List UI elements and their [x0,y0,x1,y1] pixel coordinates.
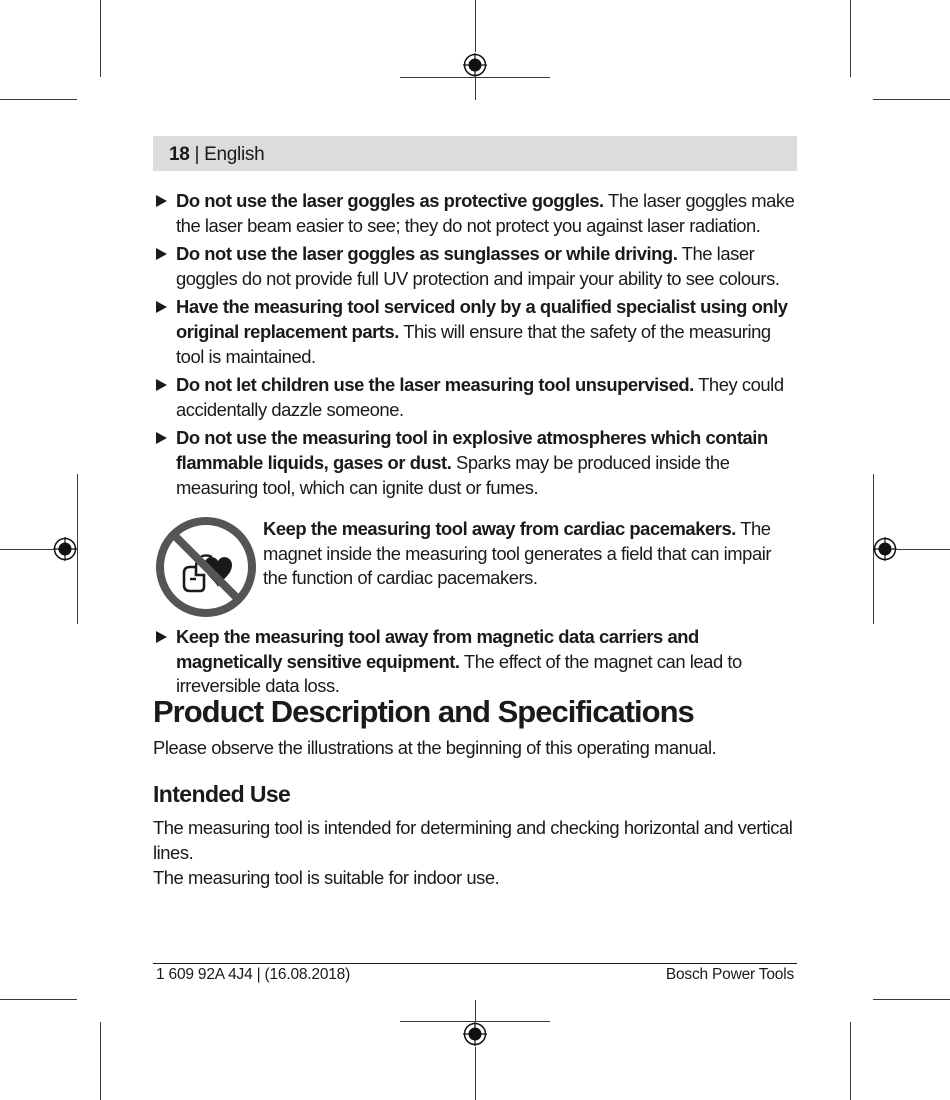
crop-mark [0,99,77,100]
registration-mark-icon [463,1022,487,1046]
bullet-text: They could accidentally dazzle someone. [176,374,784,420]
subsection-title: Intended Use [153,781,291,807]
registration-line [475,1047,476,1100]
page-number: 18 [169,144,190,165]
registration-mark-icon [873,537,897,561]
footer-doc-id: 1 609 92A 4J4 | (16.08.2018) [156,966,351,983]
section-intro: Please observe the illustrations at the beginning of this operating manual. [153,737,717,758]
pacemaker-bold: Keep the measuring tool away from cardiac pacemakers. [263,518,736,540]
bullet-triangle-icon [156,195,167,207]
crop-mark [100,1022,101,1100]
crop-mark [850,1022,851,1100]
registration-mark-icon [53,537,77,561]
crop-mark [100,0,101,77]
crop-mark [873,99,950,100]
bullet-bold: Keep the measuring tool away from magnetic data carriers and magnetically sensitive equipment. [176,626,699,672]
registration-line [77,474,78,624]
section-title: Product Description and Specifications [153,694,694,729]
safety-bullet [153,242,798,291]
no-pacemaker-sign-icon [156,517,256,617]
bullet-triangle-icon [156,301,167,313]
footer-brand: Bosch Power Tools [665,966,794,983]
safety-bullet [153,295,798,369]
bullet-triangle-icon [156,631,167,643]
crop-mark [0,999,77,1000]
crop-mark [873,999,950,1000]
registration-line [475,78,476,100]
bullet-bold: Do not use the laser goggles as protective goggles. [176,190,604,211]
registration-line [897,549,950,550]
safety-bullet [153,189,798,238]
bullet-bold: Do not use the laser goggles as sunglasses or while driving. [176,243,678,265]
footer-rule [153,963,797,964]
registration-line [475,0,476,52]
bullet-bold: Have the measuring tool serviced only by a qualified specialist using only original replacement parts. [176,296,788,342]
bullet-triangle-icon [156,248,167,260]
registration-line [0,549,53,550]
page-header [153,136,797,171]
bullet-text: This will ensure that the safety of the measuring tool is maintained. [176,320,771,367]
header-language: English [204,144,265,165]
crop-mark [850,0,851,77]
bullet-triangle-icon [156,379,167,391]
safety-bullet [153,373,798,422]
bullet-triangle-icon [156,432,167,444]
safety-bullet [153,426,798,500]
registration-line [400,77,550,78]
safety-bullet [153,625,798,699]
bullet-text: The laser goggles make the laser beam easier to see; they do not protect you against laser radiation. [176,190,795,236]
indoor-use-paragraph: The measuring tool is suitable for indoor use. [153,867,500,888]
registration-line [475,1000,476,1022]
safety-instructions [153,189,798,703]
bullet-text: Sparks may be produced inside the measuring tool, which can ignite dust or fumes. [176,451,730,498]
intended-use-paragraph: The measuring tool is intended for determining and checking horizontal and vertical lines. [153,817,793,863]
bullet-text: The effect of the magnet can lead to irreversible data loss. [176,650,742,697]
pacemaker-text: The magnet inside the measuring tool generates a field that can impair the function of cardiac pacemakers. [263,518,772,589]
bullet-bold: Do not let children use the laser measuring tool unsupervised. [176,374,694,396]
registration-mark-icon [463,53,487,77]
bullet-bold: Do not use the measuring tool in explosive atmospheres which contain flammable liquids, gases or dust. [176,427,768,473]
bullet-text: The laser goggles do not provide full UV protection and impair your ability to see colours. [176,243,780,289]
pacemaker-warning [153,517,798,621]
header-separator: | [189,144,205,165]
